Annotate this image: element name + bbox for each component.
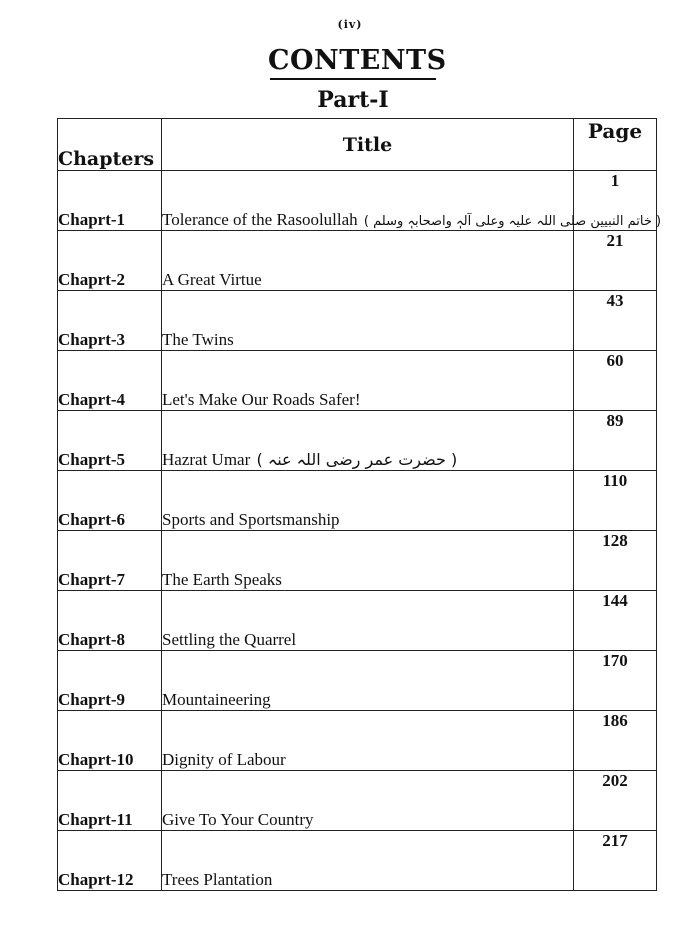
chapter-title: The Twins [162,330,234,349]
chapter-title: Trees Plantation [162,870,273,889]
chapter-title: Tolerance of the Rasoolullah [162,210,358,229]
chapter-title: Dignity of Labour [162,750,286,769]
chapter-title-cell [162,651,574,711]
chapter-title: The Earth Speaks [162,570,282,589]
table-row [58,591,657,651]
chapter-title: Sports and Sportsmanship [162,510,340,529]
chapter-number: Chaprt-11 [58,771,162,831]
part-heading: Part-I [317,87,389,113]
page-number-cell: 43 [574,291,657,351]
chapter-title: Mountaineering [162,690,271,709]
chapter-title: Settling the Quarrel [162,630,297,649]
chapter-number: Chaprt-7 [58,531,162,591]
page-number-cell: 144 [574,591,657,651]
chapter-title-cell [162,231,574,291]
chapter-number: Chaprt-1 [58,171,162,231]
chapter-number: Chaprt-8 [58,591,162,651]
table-header-row [58,119,657,171]
chapter-title: Give To Your Country [162,810,314,829]
page-number-cell: 128 [574,531,657,591]
chapter-title: Hazrat Umar [162,450,251,469]
page-number-cell: 186 [574,711,657,771]
page-number-cell: 110 [574,471,657,531]
page-number-cell: 1 [574,171,657,231]
chapter-number: Chaprt-10 [58,711,162,771]
table-row [58,771,657,831]
chapter-title-cell [162,531,574,591]
chapter-number: Chaprt-2 [58,231,162,291]
table-row [58,471,657,531]
page-number-cell: 21 [574,231,657,291]
column-header-chapters: Chapters [58,119,162,171]
heading-underline [270,78,436,80]
page-number-cell: 89 [574,411,657,471]
chapter-number: Chaprt-5 [58,411,162,471]
chapter-number: Chaprt-4 [58,351,162,411]
table-row [58,351,657,411]
urdu-honorific: ( خاتم النبیین صلی اللہ علیہ وعلی آلہٖ واصحابہٖ وسلم ) [363,214,662,229]
page-number-cell: 202 [574,771,657,831]
chapter-number: Chaprt-3 [58,291,162,351]
contents-table [57,118,662,891]
chapter-title-cell [162,171,662,231]
urdu-honorific: ( حضرت عمر رضی اللہ عنہ ) [256,450,458,469]
page-number-cell: 170 [574,651,657,711]
table-row [58,651,657,711]
page-number-cell: 60 [574,351,657,411]
chapter-title: Let's Make Our Roads Safer! [162,390,361,409]
chapter-title-cell [162,771,574,831]
chapter-title-cell [162,591,574,651]
table-row [58,231,657,291]
table-body [58,171,662,891]
chapter-title-cell [162,411,574,471]
table-row [58,531,657,591]
contents-heading: CONTENTS [268,45,447,76]
chapter-number: Chaprt-12 [58,831,162,891]
chapter-title-cell [162,291,574,351]
chapter-title-cell [162,471,574,531]
chapter-number: Chaprt-6 [58,471,162,531]
page-number-cell: 217 [574,831,657,891]
chapter-number: Chaprt-9 [58,651,162,711]
table-row [58,831,657,891]
table-row [58,411,657,471]
column-header-title: Title [162,119,574,171]
table-row [58,171,657,231]
page-number: (iv) [337,18,363,31]
table-row [58,291,657,351]
chapter-title: A Great Virtue [162,270,262,289]
chapter-title-cell [162,831,574,891]
column-header-page: Page [574,119,657,171]
chapter-title-cell [162,351,574,411]
chapter-title-cell [162,711,574,771]
table-row [58,711,657,771]
